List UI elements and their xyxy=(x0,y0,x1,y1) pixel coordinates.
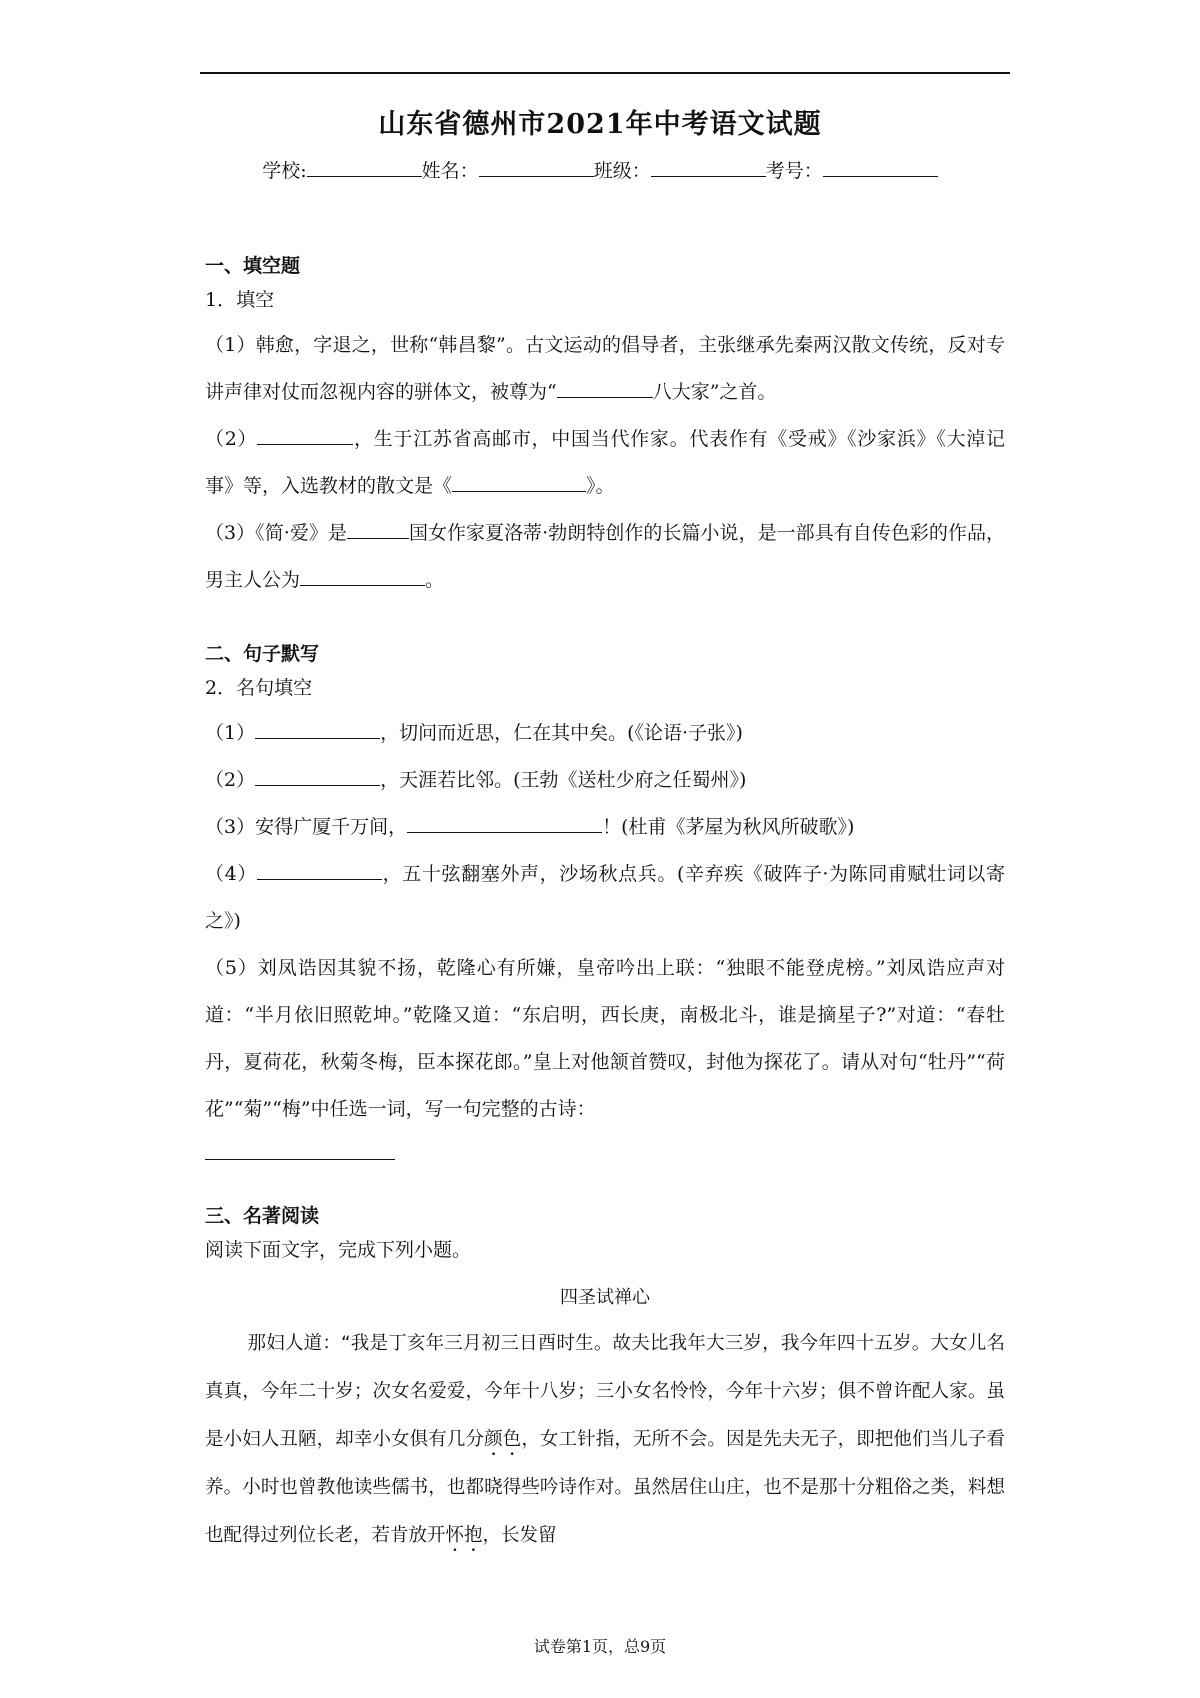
exam-number-field[interactable] xyxy=(823,158,938,177)
question-item: （1） ，切问而近思，仁在其中矣。(《论语·子张》) xyxy=(205,722,743,744)
exam-number-label: 考号： xyxy=(765,160,823,182)
page-footer: 试卷第1页，总9页 xyxy=(533,1637,667,1656)
section-heading: 三、名著阅读 xyxy=(205,1205,320,1227)
emphasized-word: 怀抱 xyxy=(445,1525,483,1546)
top-rule xyxy=(200,72,1010,74)
reading-instruction: 阅读下面文字，完成下列小题。 xyxy=(205,1239,472,1261)
question-item: （3）《简·爱》是 国女作家夏洛蒂·勃朗特创作的长篇小说，是一部具有自传色彩的作品，男主人公为 。 xyxy=(205,522,1005,591)
emphasized-word: 颜色 xyxy=(484,1429,522,1450)
exam-content xyxy=(205,250,1005,1560)
section-heading: 二、句子默写 xyxy=(205,643,320,665)
answer-blank[interactable] xyxy=(407,816,602,833)
question-item: （4） ，五十弦翻塞外声，沙场秋点兵。(辛弃疾《破阵子·为陈同甫赋壮词以寄之》) xyxy=(205,863,1005,932)
school-label: 学校: xyxy=(262,160,307,182)
name-field[interactable] xyxy=(479,158,594,177)
question-label: 2．名句填空 xyxy=(205,677,313,699)
question-label: 1．填空 xyxy=(205,289,275,311)
question-item: （2） ，天涯若比邻。(王勃《送杜少府之任蜀州》) xyxy=(205,769,747,791)
question-item: （2） ，生于江苏省高邮市，中国当代作家。代表作有《受戒》《沙家浜》《大淖记事》等，入选教材的散文是《 》。 xyxy=(205,428,1005,497)
answer-line[interactable] xyxy=(205,1137,395,1160)
answer-blank[interactable] xyxy=(257,863,382,880)
answer-blank[interactable] xyxy=(255,722,380,739)
student-info-line xyxy=(0,156,1200,183)
answer-blank[interactable] xyxy=(557,381,653,398)
section-heading: 一、填空题 xyxy=(205,255,301,277)
reading-passage: 那妇人道：“我是丁亥年三月初三日酉时生。故夫比我年大三岁，我今年四十五岁。大女儿名真真，今年二十岁；次女名爱爱，今年十八岁；三小女名怜怜，今年十六岁；俱不曾许配人家。虽是小妇人丑陋，却幸小女俱有几分颜色，女工针指，无所不会。因是先夫无子，即把他们当儿子看养。小时也曾教他读些儒书，也都晓得些吟诗作对。虽然居住山庄，也不是那十分粗俗之类，料想也配得过列位长老，若肯放开怀抱，长发留 xyxy=(205,1333,1005,1546)
answer-blank[interactable] xyxy=(255,769,380,786)
question-item: （5）刘凤诰因其貌不扬，乾隆心有所嫌，皇帝吟出上联：“独眼不能登虎榜。”刘凤诰应声对道：“半月依旧照乾坤。”乾隆又道：“东启明，西长庚，南极北斗，谁是摘星子?”对道：“春牡丹，夏荷花，秋菊冬梅，臣本探花郎。”皇上对他颔首赞叹，封他为探花了。请从对句“牡丹”“荷花”“菊”“梅”中任选一词，写一句完整的古诗： xyxy=(205,957,1005,1120)
question-item: （1）韩愈，字退之，世称“韩昌黎”。古文运动的倡导者，主张继承先秦两汉散文传统，反对专讲声律对仗而忽视内容的骈体文，被尊为“ 八大家”之首。 xyxy=(205,334,1005,403)
name-label: 姓名： xyxy=(421,160,479,182)
page-title: 山东省德州市2021年中考语文试题 xyxy=(378,109,822,140)
question-item: （3）安得广厦千万间， ！(杜甫《茅屋为秋风所破歌》) xyxy=(205,816,855,838)
school-field[interactable] xyxy=(307,158,422,177)
answer-blank[interactable] xyxy=(347,522,409,539)
answer-blank[interactable] xyxy=(257,428,353,445)
passage-title: 四圣试禅心 xyxy=(560,1287,650,1308)
class-field[interactable] xyxy=(651,158,766,177)
answer-blank[interactable] xyxy=(452,475,586,492)
answer-blank[interactable] xyxy=(300,569,425,586)
class-label: 班级： xyxy=(593,160,651,182)
